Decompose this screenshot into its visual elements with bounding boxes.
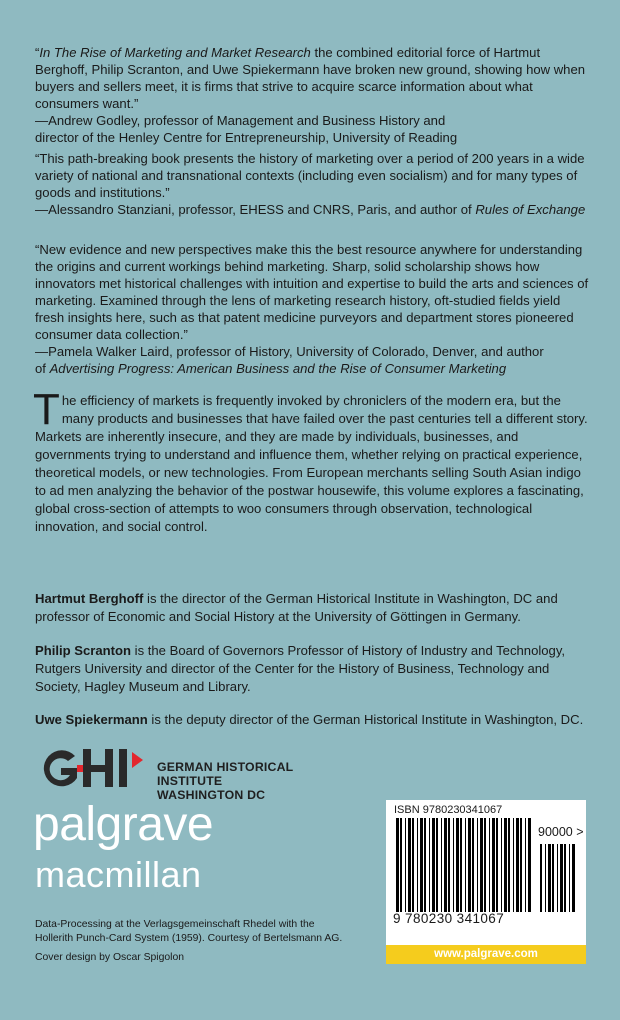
cover-image-credit: Data-Processing at the Verlagsgemeinschaft Rhedel with the Hollerith Punch-Card System (1959). Courtesy of Bertelsmann AG. [35,919,343,944]
barcode-bar [420,818,423,912]
barcode-bar [557,844,558,912]
editor-bio-text: is the deputy director of the German Historical Institute in Washington, DC. [147,712,584,727]
isbn-barcode [386,800,586,948]
barcode-bar [525,818,526,912]
attribution-text: —Alessandro Stanziani, professor, EHESS and CNRS, Paris, and author of [35,202,476,217]
barcode-bar [572,844,575,912]
ghi-logo [37,744,357,802]
barcode-bar [545,844,546,912]
barcode-bar [408,818,411,912]
quote-body: the combined editorial force of Hartmut Berghoff, Philip Scranton, and Uwe Spiekermann have broken new ground, showing how when buyers and sellers meet, it is firms that strive to acquire scarce information about what consumers want.” [35,45,586,111]
barcode-bar [448,818,450,912]
price-code: 90000 > [538,825,584,839]
quote-attribution [35,201,590,218]
quote-attribution: —Pamela Walker Laird, professor of History, University of Colorado, Denver, and author [35,344,544,359]
barcode-bar [513,818,514,912]
attribution-book-title: Rules of Exchange [475,202,586,217]
barcode-bar [552,844,554,912]
ghi-institute-name [157,760,357,802]
barcode-bar [489,818,490,912]
ghi-name-line2: WASHINGTON DC [157,788,266,802]
review-quote-stanziani [35,150,590,218]
barcode-bar [569,844,570,912]
barcode-bar [400,818,402,912]
editor-bio-text: is the Board of Governors Professor of History of Industry and Technology, Rutgers University and director of the Center for the History of Business, Technology and Society, Hagley Museum and Library. [35,643,566,694]
barcode-bar [456,818,459,912]
cover-design-credit: Cover design by Oscar Spigolon [35,952,185,963]
review-quote-godley [35,44,590,146]
barcode-bar [508,818,510,912]
quote-text: “This path-breaking book presents the history of marketing over a period of 200 years in a wide variety of national and transnational contexts (including even socialism) and for many types of goods and institutions.” [35,151,585,200]
book-description [33,385,590,536]
barcode-bar [492,818,495,912]
isbn-label: ISBN 9780230341067 [394,804,503,816]
editor-bio-scranton [35,642,590,696]
barcode-bar [405,818,406,912]
quote-attribution-line2 [35,360,590,377]
barcode-bar [412,818,414,912]
attribution-book-title: Advertising Progress: American Business and the Rise of Consumer Marketing [49,361,507,376]
editor-bio-berghoff [35,590,590,626]
editor-bio-spiekermann [35,711,590,729]
barcode-bar [460,818,462,912]
barcode-bar [480,818,483,912]
barcode-bar [484,818,486,912]
editor-bio-text: is the director of the German Historical Institute in Washington, DC and professor of Economic and Social History at the University of Göttingen in Germany. [35,591,558,624]
barcode-bars [394,818,534,914]
barcode-bar [504,818,507,912]
quote-attribution-line2: director of the Henley Centre for Entrepreneurship, University of Reading [35,130,458,145]
review-quote-laird [35,241,590,377]
price-barcode-bars [538,844,576,914]
drop-cap: T [33,385,60,434]
open-quote-mark: “ [35,45,40,60]
ghi-logo-mark [37,744,149,792]
quote-attribution: —Andrew Godley, professor of Management and Business History and [35,113,446,128]
barcode-bar [560,844,563,912]
barcode-bar [424,818,426,912]
quote-book-title: In The Rise of Marketing and Market Research [39,45,311,60]
barcode-bar [520,818,522,912]
isbn-digits: 9 780230 341067 [393,911,505,926]
barcode-bar [564,844,566,912]
barcode-bar [472,818,474,912]
barcode-bar [417,818,418,912]
editor-name: Philip Scranton [35,643,132,658]
quote-text: “New evidence and new perspectives make this the best resource anywhere for understanding the origins and current workings behind marketing. Sharp, solid scholarship shows how innovators met historical challenges with intuition and expertise to build the arts and sciences of marketing. Examined through the lens of marketing research history, oft-studied fields yield fresh insights here, such as that patent medicine purveyors and department stores pioneered consumer data collection.” [35,242,589,342]
barcode-bar [429,818,430,912]
editor-name: Uwe Spiekermann [35,712,148,727]
quote-text [35,44,590,112]
barcode-bar [528,818,531,912]
barcode-bar [516,818,519,912]
barcode-bar [468,818,471,912]
barcode-bar [465,818,466,912]
barcode-bar [548,844,551,912]
barcode-bar [501,818,502,912]
barcode-bar [441,818,442,912]
barcode-bar [453,818,454,912]
barcode-bar [432,818,435,912]
attribution-text: of [35,361,50,376]
barcode-bar [396,818,399,912]
publisher-logo-palgrave: palgrave [33,798,214,851]
barcode-bar [477,818,478,912]
barcode-bar [444,818,447,912]
ghi-name-line1: GERMAN HISTORICAL INSTITUTE [157,760,294,788]
publisher-website: www.palgrave.com [386,945,586,964]
barcode-bar [436,818,438,912]
publisher-logo-macmillan: macmillan [35,854,202,895]
barcode-bar [496,818,498,912]
description-text: he efficiency of markets is frequently invoked by chroniclers of the modern era, but the many products and businesses that have failed over the past centuries tell a different story. Markets are inherently insecure, and they are made by individuals, businesses, and governments trying to understand and influence them, whether relying on practical experience, theoretical models, or new technologies. From European merchants selling South Asian indigo to ad men analyzing the behavior of the postwar housewife, this volume explores a fascinating, global cross-section of attempts to woo consumers through observation, technological innovation, and social control. [35,393,588,534]
barcode-bar [540,844,542,912]
editor-name: Hartmut Berghoff [35,591,144,606]
